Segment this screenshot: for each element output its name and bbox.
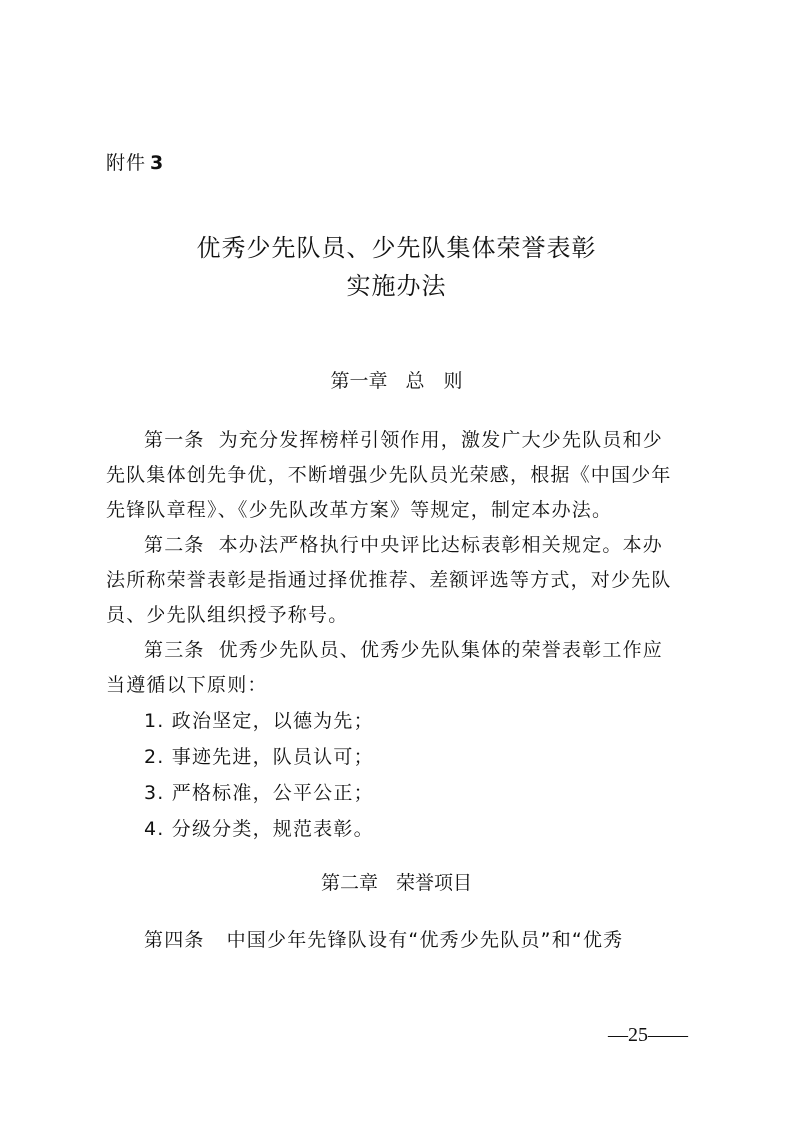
chapter-name: 总 则 [405,370,463,392]
attachment-text: 附件 [106,152,147,174]
article-2-line-1 [144,530,663,557]
chapter-number: 第一章 [330,370,388,392]
chapter-heading-1 [0,366,793,393]
article-2-line-3: 员、少先队组织授予称号。 [106,604,349,626]
article-2-line-2: 法所称荣誉表彰是指通过择优推荐、差额评选等方式，对少先队 [106,569,672,591]
article-1-line-2: 先队集体创先争优，不断增强少先队员光荣感，根据《中国少年 [106,464,672,486]
article-text: 为充分发挥榜样引领作用，激发广大少先队员和少 [218,429,664,451]
article-text: 本办法严格执行中央评比达标表彰相关规定。本办 [218,534,664,556]
document-title-line-1: 优秀少先队员、少先队集体荣誉表彰 [196,234,597,262]
article-text: 优秀少先队员、优秀少先队集体的荣誉表彰工作应 [218,639,664,661]
article-text: 中国少年先锋队设有“优秀少先队员”和“优秀 [226,929,624,951]
article-1-line-1 [144,425,663,452]
article-1-line-3: 先锋队章程》、《少先队改革方案》等规定，制定本办法。 [106,499,613,521]
document-title-line-2: 实施办法 [346,272,447,300]
article-3-line-1 [144,635,663,662]
principle-item-3: 3. 严格标准，公平公正； [144,782,374,804]
chapter-name: 荣誉项目 [396,872,473,894]
principle-item-1: 1. 政治坚定，以德为先； [144,710,374,732]
article-3-line-2: 当遵循以下原则： [106,674,268,696]
principle-item-2: 2. 事迹先进，队员认可； [144,746,374,768]
page-number: —25—— [608,1024,688,1046]
attachment-number: 3 [150,152,165,174]
principle-item-4: 4. 分级分类，规范表彰。 [144,818,374,840]
chapter-number: 第二章 [320,872,378,894]
article-label: 第一条 [144,429,205,451]
article-label: 第三条 [144,639,205,661]
attachment-label [106,148,164,175]
chapter-heading-2 [0,868,793,895]
article-4-line-1 [144,925,623,952]
article-label: 第四条 [144,929,205,951]
article-label: 第二条 [144,534,205,556]
